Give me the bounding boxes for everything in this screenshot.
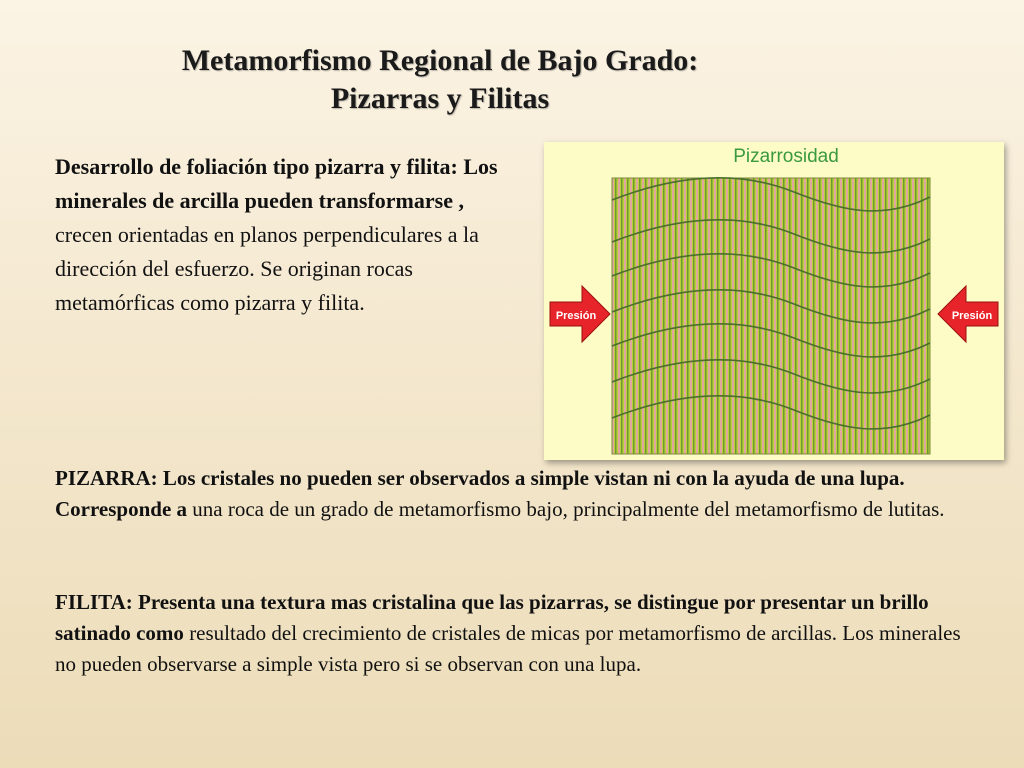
- pizarra-paragraph: [55, 463, 965, 525]
- left-pressure-arrow: [550, 286, 610, 342]
- filita-paragraph: [55, 587, 965, 680]
- right-pressure-arrow: [938, 286, 998, 342]
- left-arrow-label: Presión: [555, 310, 597, 322]
- pizarra-bold-text: PIZARRA: Los cristales no pueden ser observados a simple vistan ni con la ayuda de una lupa. Corresponde a: [55, 466, 905, 521]
- pizarra-normal-text: una roca de un grado de metamorfismo bajo, principalmente del metamorfismo de lutitas.: [187, 497, 945, 521]
- intro-bold-text: Desarrollo de foliación tipo pizarra y filita: Los minerales de arcilla pueden transformarse ,: [55, 154, 498, 213]
- title-line-2: Pizarras y Filitas: [330, 82, 550, 115]
- figure-title: Pizarrosidad: [733, 146, 839, 167]
- pizarrosidad-svg: [544, 142, 1004, 460]
- title-line-1: Metamorfismo Regional de Bajo Grado:: [181, 44, 699, 77]
- filita-normal-text: resultado del crecimiento de cristales de micas por metamorfismo de arcillas. Los minerales no pueden observarse a simple vista pero si se observan con una lupa.: [55, 621, 961, 676]
- intro-paragraph: [55, 150, 510, 320]
- filita-bold-text: FILITA: Presenta una textura mas cristalina que las pizarras, se distingue por presentar un brillo satinado como: [55, 590, 929, 645]
- slide-title: [0, 42, 880, 118]
- intro-normal-text: crecen orientadas en planos perpendiculares a la dirección del esfuerzo. Se originan rocas metamórficas como pizarra y filita.: [55, 222, 479, 315]
- rock-block: [612, 178, 930, 454]
- pizarrosidad-diagram: [544, 142, 1004, 460]
- right-arrow-label: Presión: [951, 310, 993, 322]
